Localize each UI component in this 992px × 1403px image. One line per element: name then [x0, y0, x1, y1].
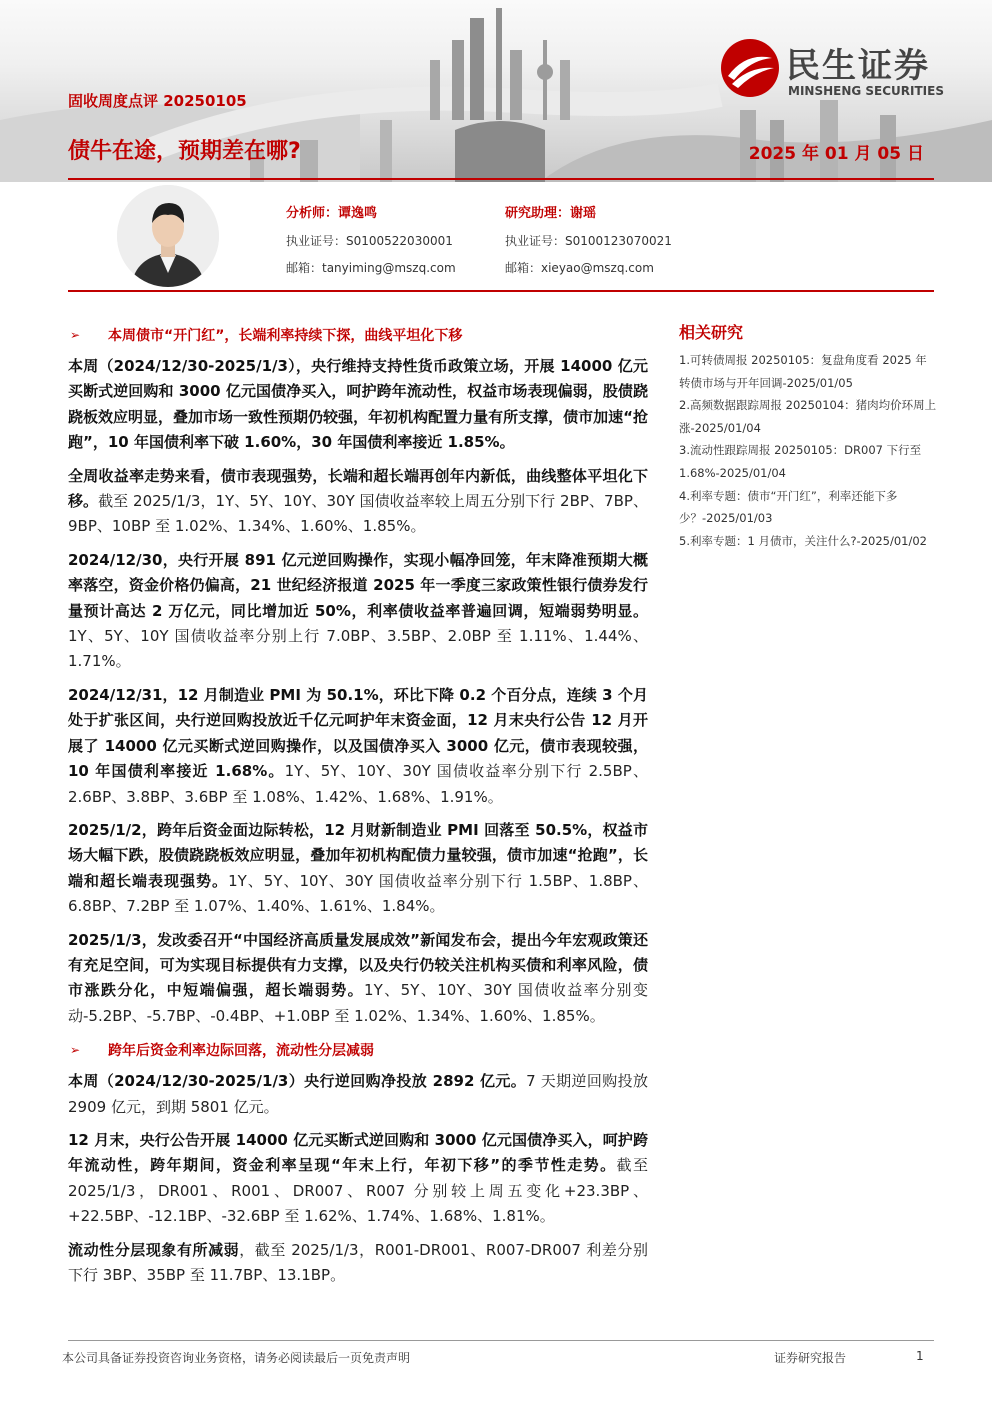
paragraph-lead: 本周（2024/12/30-2025/1/3），央行维持支持性货币政策立场，开展 14000 亿元买断式逆回购和 3000 亿元国债净买入，呵护跨年流动性，权益市场表现偏弱，股债跷跷板效应明显，叠加市场一致性预期仍较强，年初机构配置力量有所支撑，债市加速“抢跑”，10 年国债利率下破 1.60%，30 年国债利率接近 1.85%。	[68, 357, 648, 452]
chevron-right-icon: ➢	[70, 328, 81, 342]
section-title: 本周债市“开门红”，长端利率持续下探，曲线平坦化下移	[108, 328, 463, 344]
paragraph-lead: 流动性分层现象有所减弱	[68, 1240, 240, 1259]
paragraph-body: 7 天期逆回购投放 2909 亿元，到期 5801 亿元。	[68, 1072, 649, 1116]
paragraph-body: 截至 2025/1/3，1Y、5Y、10Y、30Y 国债收益率较上周五分别下行 2BP、7BP、9BP、10BP 至 1.02%、1.34%、1.60%、1.85%。	[68, 492, 648, 536]
paragraph-lead: 2025/1/2，跨年后资金面边际转松，12 月财新制造业 PMI 回落至 50.5%，权益市场大幅下跌，股债跷跷板效应明显，叠加年初机构配债力量较强，债市加速“抢跑”，长端和超长端表现强势。	[68, 820, 648, 890]
footer-divider	[68, 1340, 934, 1341]
report-date: 2025 年 01 月 05 日	[748, 144, 924, 164]
analyst-email: 邮箱：tanyiming@mszq.com	[286, 261, 456, 275]
related-research-item[interactable]: 2.高频数据跟踪周报 20250104：猪肉均价环周上涨-2025/01/04	[679, 398, 937, 435]
paragraph	[68, 464, 648, 540]
paragraph	[68, 354, 648, 456]
paragraph-lead: 全周收益率走势来看，债市表现强势，长端和超长端再创年内新低，曲线整体平坦化下移。	[68, 466, 648, 511]
analyst-2	[505, 202, 672, 276]
paragraph	[68, 928, 648, 1030]
page-number: 1	[916, 1349, 924, 1363]
analyst-1	[286, 202, 456, 276]
analyst-license: 执业证号：S0100522030001	[286, 234, 453, 248]
footer-disclaimer: 本公司具备证券投资咨询业务资格，请务必阅读最后一页免责声明	[62, 1351, 411, 1365]
paragraph	[68, 818, 648, 920]
analyst-name: 分析师：谭逸鸣	[286, 206, 378, 221]
paragraph-body: 1Y、5Y、10Y 国债收益率分别上行 7.0BP、3.5BP、2.0BP 至 1.11%、1.44%、1.71%。	[68, 627, 648, 671]
logo-mark-icon	[720, 38, 780, 98]
company-logo	[720, 36, 965, 106]
section-heading	[68, 1037, 648, 1063]
related-research-item[interactable]: 3.流动性跟踪周报 20250105：DR007 下行至 1.68%-2025/01/04	[679, 443, 922, 480]
analyst-email: 邮箱：xieyao@mszq.com	[505, 261, 654, 275]
paragraph-lead: 本周（2024/12/30-2025/1/3）央行逆回购净投放 2892 亿元。	[68, 1072, 527, 1091]
paragraph-body: 1Y、5Y、10Y、30Y 国债收益率分别变动-5.2BP、-5.7BP、-0.4BP、+1.0BP 至 1.02%、1.34%、1.60%、1.85%。	[68, 981, 648, 1025]
paragraph	[68, 1128, 648, 1230]
paragraph	[68, 683, 648, 810]
related-research-item[interactable]: 1.可转债周报 20250105：复盘角度看 2025 年转债市场与开年回调-2025/01/05	[679, 353, 927, 390]
analyst-name: 研究助理：谢瑶	[505, 206, 597, 221]
paragraph-lead: 2024/12/30，央行开展 891 亿元逆回购操作，实现小幅净回笼，年末降准预期大概率落空，资金价格仍偏高，21 世纪经济报道 2025 年一季度三家政策性银行债券发行量预计高达 2 万亿元，同比增加近 50%，利率债收益率普遍回调，短端弱势明显。	[68, 550, 648, 620]
section-heading	[68, 322, 648, 348]
related-research-title: 相关研究	[679, 323, 744, 342]
related-research-item[interactable]: 5.利率专题：1 月债市，关注什么?-2025/01/02	[679, 533, 927, 548]
related-research-item[interactable]: 4.利率专题：债市“开门红”，利率还能下多少？-2025/01/03	[679, 488, 898, 526]
paragraph	[68, 1238, 648, 1289]
logo-english-name: MINSHENG SECURITIES	[788, 84, 944, 98]
paragraph-body: 截至 2025/1/3，DR001、R001、DR007、R007 分别较上周五变化+23.3BP、+22.5BP、-12.1BP、-32.6BP 至 1.62%、1.74%、1.68%、1.81%。	[68, 1156, 648, 1226]
analyst-divider	[68, 290, 934, 292]
paragraph-lead: 12 月末，央行公告开展 14000 亿元买断式逆回购和 3000 亿元国债净买入，呵护跨年流动性，跨年期间，资金利率呈现“年末上行，年初下移”的季节性走势。	[68, 1130, 648, 1175]
logo-chinese-name: 民生证券	[786, 46, 930, 86]
paragraph	[68, 548, 648, 675]
analyst-photo	[117, 185, 219, 287]
paragraph-lead: 2025/1/3，发改委召开“中国经济高质量发展成效”新闻发布会，提出今年宏观政策还有充足空间，可为实现目标提供有力支撑，以及央行仍较关注机构买债和利率风险，债市涨跌分化，中短端偏强，超长端弱势。	[68, 930, 648, 1000]
paragraph-body: ，截至 2025/1/3，R001-DR001、R007-DR007 利差分别下行 3BP、35BP 至 11.7BP、13.1BP。	[68, 1240, 648, 1284]
report-type: 固收周度点评 20250105	[68, 92, 247, 110]
section-title: 跨年后资金利率边际回落，流动性分层减弱	[108, 1043, 374, 1060]
footer-label: 证券研究报告	[774, 1351, 847, 1365]
paragraph-body: 1Y、5Y、10Y、30Y 国债收益率分别下行 2.5BP、2.6BP、3.8BP、3.6BP 至 1.08%、1.42%、1.68%、1.91%。	[68, 762, 649, 806]
paragraph	[68, 1069, 648, 1120]
paragraph-body: 1Y、5Y、10Y、30Y 国债收益率分别下行 1.5BP、1.8BP、6.8BP、7.2BP 至 1.07%、1.40%、1.61%、1.84%。	[68, 871, 648, 916]
related-research-sidebar	[679, 318, 937, 552]
paragraph-lead: 2024/12/31，12 月制造业 PMI 为 50.1%，环比下降 0.2 个百分点，连续 3 个月处于扩张区间，央行逆回购投放近千亿元呵护年末资金面，12 月末央行公告 12 月开展了 14000 亿元买断式逆回购操作，以及国债净买入 3000 亿元，债市表现较强，10 年国债利率接近 1.68%。	[68, 685, 648, 781]
header-divider	[68, 178, 934, 180]
analyst-license: 执业证号：S0100123070021	[505, 234, 672, 248]
chevron-right-icon: ➢	[70, 1043, 81, 1058]
main-content	[68, 318, 648, 1296]
report-title: 债牛在途，预期差在哪?	[68, 139, 301, 164]
